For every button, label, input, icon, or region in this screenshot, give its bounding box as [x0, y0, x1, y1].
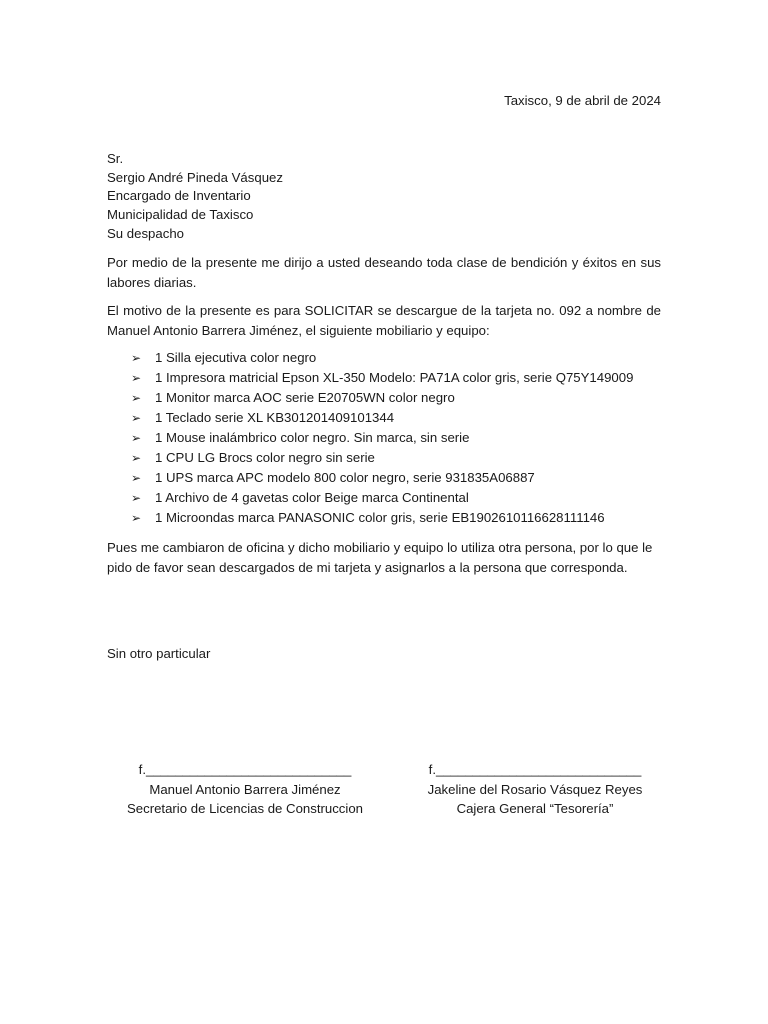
list-item-text: 1 CPU LG Brocs color negro sin serie [155, 450, 375, 465]
arrowhead-bullet-icon: ➢ [131, 391, 142, 405]
signature-block-right [405, 760, 665, 819]
reason-paragraph: Pues me cambiaron de oficina y dicho mobiliario y equipo lo utiliza otra persona, por lo que le pido de favor sean descargados de mi tarjeta y asignarlos a la persona que corresponda. [107, 540, 653, 575]
list-item-text: 1 Monitor marca AOC serie E20705WN color negro [155, 390, 455, 405]
list-item [131, 388, 633, 408]
list-item-text: 1 Archivo de 4 gavetas color Beige marca Continental [155, 490, 469, 505]
recipient-institution: Municipalidad de Taxisco [107, 207, 254, 223]
arrowhead-bullet-icon: ➢ [131, 471, 142, 485]
arrowhead-bullet-icon: ➢ [131, 491, 142, 505]
signature-line: f.____________________________ [428, 762, 642, 777]
recipient-salutation: Sr. [107, 151, 124, 166]
arrowhead-bullet-icon: ➢ [131, 451, 142, 465]
recipient-block [107, 150, 283, 244]
list-item [131, 348, 633, 368]
list-item-text: 1 Microondas marca PANASONIC color gris, serie EB1902610116628111146 [155, 510, 605, 525]
greeting-paragraph: Por medio de la presente me dirijo a usted deseando toda clase de bendición y éxitos en sus labores diarias. [107, 255, 661, 290]
arrowhead-bullet-icon: ➢ [131, 511, 142, 525]
list-item [131, 508, 633, 528]
request-paragraph: El motivo de la presente es para SOLICITAR se descargue de la tarjeta no. 092 a nombre de Manuel Antonio Barrera Jiménez, el siguiente mobiliario y equipo: [107, 303, 661, 338]
signer-title: Secretario de Licencias de Construccion [126, 801, 364, 816]
arrowhead-bullet-icon: ➢ [131, 371, 142, 385]
signer-title: Cajera General “Tesorería” [456, 801, 614, 816]
arrowhead-bullet-icon: ➢ [131, 411, 142, 425]
arrowhead-bullet-icon: ➢ [131, 431, 142, 445]
equipment-list [131, 348, 633, 528]
list-item-text: 1 Mouse inalámbrico color negro. Sin marca, sin serie [155, 430, 470, 445]
list-item [131, 368, 633, 388]
list-item [131, 468, 633, 488]
recipient-name: Sergio André Pineda Vásquez [107, 169, 283, 185]
closing-line: Sin otro particular [107, 646, 211, 661]
list-item [131, 408, 633, 428]
recipient-position: Encargado de Inventario [107, 188, 251, 204]
signature-block-left [115, 760, 375, 819]
arrowhead-bullet-icon: ➢ [131, 351, 142, 365]
list-item-text: 1 Impresora matricial Epson XL-350 Modelo: PA71A color gris, serie Q75Y149009 [155, 370, 634, 385]
signer-name: Jakeline del Rosario Vásquez Reyes [427, 781, 643, 797]
list-item-text: 1 Teclado serie XL KB301201409101344 [155, 410, 395, 425]
signature-line: f.____________________________ [138, 762, 352, 777]
letter-date: Taxisco, 9 de abril de 2024 [504, 93, 661, 108]
list-item [131, 448, 633, 468]
signer-name: Manuel Antonio Barrera Jiménez [149, 781, 341, 797]
list-item [131, 428, 633, 448]
list-item [131, 488, 633, 508]
recipient-office: Su despacho [107, 225, 184, 241]
list-item-text: 1 Silla ejecutiva color negro [155, 350, 317, 365]
list-item-text: 1 UPS marca APC modelo 800 color negro, serie 931835A06887 [155, 470, 535, 485]
